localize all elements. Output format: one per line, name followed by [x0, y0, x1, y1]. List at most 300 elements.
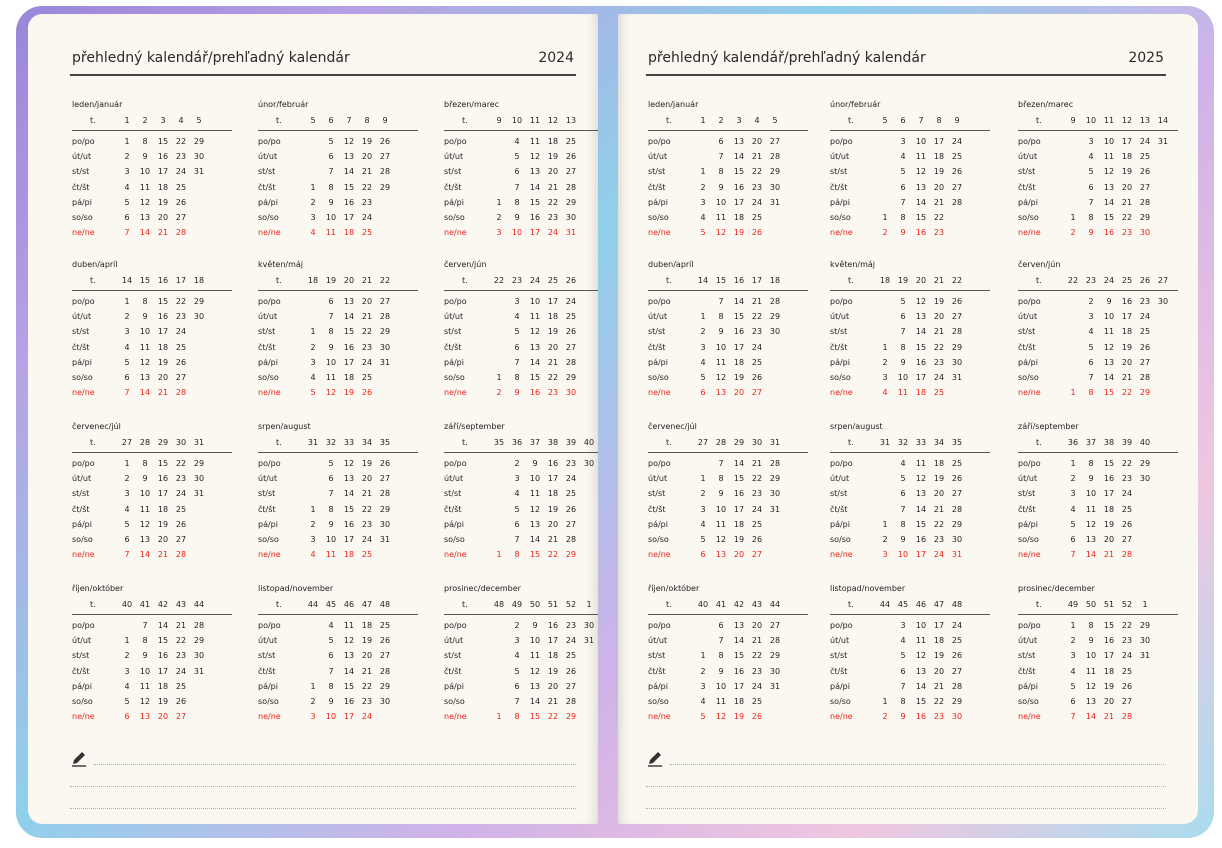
- weekday-label: st/st: [444, 651, 462, 661]
- day-number: 19: [361, 636, 373, 646]
- day-number: 28: [379, 167, 391, 177]
- day-number: 23: [1121, 474, 1133, 484]
- week-number-row: [258, 436, 418, 453]
- weekday-row: [444, 310, 598, 325]
- week-number: 5: [310, 116, 316, 125]
- weekday-label: ne/ne: [258, 228, 281, 238]
- day-number: 13: [139, 212, 151, 222]
- week-number: 35: [493, 438, 505, 447]
- day-number: 4: [124, 182, 130, 192]
- weekday-label: út/ut: [258, 312, 278, 322]
- week-number: 33: [915, 438, 927, 447]
- day-number: 23: [751, 327, 763, 337]
- weekday-label: pá/pi: [648, 519, 668, 529]
- month-name: listopad/november: [258, 584, 334, 593]
- day-number: 22: [361, 681, 373, 691]
- day-number: 2: [700, 327, 706, 337]
- week-number: 40: [121, 600, 133, 609]
- weekday-label: čt/št: [1018, 504, 1036, 514]
- day-number: 18: [1103, 504, 1115, 514]
- day-number: 2: [310, 342, 316, 352]
- day-number: 8: [328, 182, 334, 192]
- day-number: 1: [310, 327, 316, 337]
- day-number: 7: [124, 388, 130, 398]
- day-number: 28: [193, 621, 205, 630]
- day-number: 15: [529, 372, 541, 382]
- weekday-row: [830, 135, 990, 150]
- weekday-label: čt/št: [444, 182, 462, 192]
- week-number: 6: [900, 116, 906, 125]
- week-number: 1: [1142, 600, 1148, 609]
- day-number: 16: [529, 388, 541, 398]
- sunday-row: [258, 386, 418, 401]
- day-number: 14: [915, 681, 927, 691]
- day-number: 26: [379, 137, 391, 146]
- weekday-row: [830, 356, 990, 371]
- day-number: 10: [715, 681, 727, 691]
- day-number: 4: [1070, 504, 1076, 514]
- week-number: 39: [1121, 438, 1133, 447]
- day-number: 21: [361, 167, 373, 177]
- weekday-label: st/st: [1018, 327, 1036, 337]
- day-number: 24: [565, 474, 577, 484]
- day-number: 25: [361, 372, 373, 382]
- weekday-label: čt/št: [444, 342, 462, 352]
- day-number: 20: [1121, 357, 1133, 367]
- weekday-row: [648, 680, 808, 695]
- week-label: t.: [276, 600, 282, 609]
- weekday-row: [830, 665, 990, 680]
- weekday-label: so/so: [72, 372, 93, 382]
- day-number: 18: [933, 636, 945, 646]
- weekday-label: pá/pi: [648, 197, 668, 207]
- day-number: 15: [915, 212, 927, 222]
- day-number: 30: [1139, 636, 1151, 646]
- weekday-row: [72, 310, 232, 325]
- day-number: 2: [124, 651, 130, 661]
- day-number: 4: [882, 388, 888, 398]
- day-number: 30: [1139, 474, 1151, 484]
- day-number: 1: [496, 550, 502, 560]
- day-number: 27: [951, 312, 963, 322]
- day-number: 21: [1103, 550, 1115, 560]
- day-number: 20: [157, 372, 169, 382]
- week-number: 44: [193, 600, 205, 609]
- week-label: t.: [90, 116, 96, 125]
- weekday-label: so/so: [830, 212, 851, 222]
- day-number: 4: [514, 137, 520, 146]
- day-number: 14: [529, 182, 541, 192]
- day-number: 24: [751, 342, 763, 352]
- day-number: 4: [700, 519, 706, 529]
- weekday-label: ne/ne: [830, 712, 853, 722]
- weekday-row: [72, 371, 232, 386]
- day-number: 11: [529, 312, 541, 322]
- day-number: 10: [715, 197, 727, 207]
- day-number: 27: [751, 550, 763, 560]
- day-number: 8: [328, 681, 334, 691]
- day-number: 18: [733, 519, 745, 529]
- day-number: 3: [514, 297, 520, 306]
- day-number: 22: [933, 696, 945, 706]
- weekday-label: út/ut: [258, 474, 278, 484]
- weekday-row: [830, 487, 990, 502]
- weekday-row: [1018, 634, 1178, 649]
- day-number: 30: [379, 342, 391, 352]
- day-number: 28: [565, 696, 577, 706]
- day-number: 1: [496, 197, 502, 207]
- day-number: 6: [900, 312, 906, 322]
- weekday-label: čt/št: [72, 342, 90, 352]
- day-number: 6: [328, 651, 334, 661]
- day-number: 9: [532, 621, 538, 630]
- weekday-label: pá/pi: [1018, 681, 1038, 691]
- week-number: 44: [879, 600, 891, 609]
- day-number: 18: [733, 212, 745, 222]
- weekday-label: čt/št: [648, 666, 666, 676]
- day-number: 3: [700, 681, 706, 691]
- day-number: 29: [769, 167, 781, 177]
- weekday-label: ne/ne: [444, 228, 467, 238]
- day-number: 29: [769, 651, 781, 661]
- week-number-row: [444, 436, 598, 453]
- weekday-label: čt/št: [1018, 342, 1036, 352]
- weekday-label: čt/št: [1018, 182, 1036, 192]
- day-number: 25: [751, 212, 763, 222]
- week-number-row: [648, 598, 808, 615]
- day-number: 27: [379, 297, 391, 306]
- day-number: 20: [361, 474, 373, 484]
- day-number: 25: [1139, 327, 1151, 337]
- day-number: 9: [328, 519, 334, 529]
- weekday-row: [258, 457, 418, 472]
- day-number: 11: [1103, 327, 1115, 337]
- day-number: 23: [933, 357, 945, 367]
- day-number: 9: [328, 696, 334, 706]
- day-number: 29: [379, 327, 391, 337]
- week-number: 34: [361, 438, 373, 447]
- day-number: 9: [514, 212, 520, 222]
- weekday-label: st/st: [258, 651, 276, 661]
- weekday-row: [72, 295, 232, 310]
- weekday-label: po/po: [830, 459, 853, 468]
- weekday-label: po/po: [444, 137, 467, 146]
- day-number: 19: [361, 459, 373, 468]
- day-number: 19: [733, 534, 745, 544]
- weekday-label: ne/ne: [648, 712, 671, 722]
- day-number: 2: [514, 621, 520, 630]
- weekday-row: [648, 196, 808, 211]
- weekday-row: [648, 165, 808, 180]
- week-number: 35: [379, 438, 391, 447]
- day-number: 29: [565, 197, 577, 207]
- weekday-label: st/st: [444, 327, 462, 337]
- day-number: 17: [733, 342, 745, 352]
- weekday-row: [830, 341, 990, 356]
- day-number: 10: [1085, 489, 1097, 499]
- day-number: 9: [142, 152, 148, 162]
- day-number: 16: [157, 152, 169, 162]
- day-number: 5: [328, 137, 334, 146]
- day-number: 12: [1103, 167, 1115, 177]
- day-number: 21: [547, 696, 559, 706]
- weekday-label: čt/št: [648, 504, 666, 514]
- day-number: 18: [157, 342, 169, 352]
- day-number: 3: [514, 636, 520, 646]
- week-number: 45: [325, 600, 337, 609]
- day-number: 22: [175, 297, 187, 306]
- day-number: 15: [529, 712, 541, 722]
- weekday-label: ne/ne: [1018, 388, 1041, 398]
- weekday-label: pá/pi: [830, 519, 850, 529]
- day-number: 21: [175, 621, 187, 630]
- month-name: září/september: [444, 422, 505, 431]
- day-number: 22: [1121, 212, 1133, 222]
- weekday-row: [1018, 341, 1178, 356]
- day-number: 19: [1121, 167, 1133, 177]
- day-number: 22: [751, 167, 763, 177]
- day-number: 11: [139, 504, 151, 514]
- day-number: 15: [343, 182, 355, 192]
- day-number: 2: [700, 182, 706, 192]
- sunday-row: [1018, 710, 1178, 725]
- day-number: 29: [565, 550, 577, 560]
- day-number: 10: [915, 137, 927, 146]
- day-number: 5: [310, 388, 316, 398]
- day-number: 13: [1085, 696, 1097, 706]
- weekday-label: po/po: [444, 459, 467, 468]
- day-number: 20: [933, 182, 945, 192]
- week-label: t.: [462, 600, 468, 609]
- day-number: 19: [933, 167, 945, 177]
- day-number: 23: [751, 666, 763, 676]
- day-number: 1: [310, 182, 316, 192]
- day-number: 22: [933, 342, 945, 352]
- day-number: 7: [124, 550, 130, 560]
- day-number: 14: [733, 459, 745, 468]
- day-number: 28: [1139, 197, 1151, 207]
- day-number: 26: [951, 167, 963, 177]
- day-number: 3: [310, 212, 316, 222]
- weekday-label: po/po: [444, 621, 467, 630]
- day-number: 18: [157, 182, 169, 192]
- day-number: 28: [175, 550, 187, 560]
- day-number: 30: [565, 212, 577, 222]
- day-number: 15: [915, 696, 927, 706]
- sunday-row: [1018, 386, 1178, 401]
- day-number: 27: [379, 651, 391, 661]
- month-block: [1018, 584, 1178, 725]
- day-number: 7: [1088, 372, 1094, 382]
- day-number: 5: [514, 152, 520, 162]
- weekday-row: [72, 533, 232, 548]
- week-number: 8: [364, 116, 370, 125]
- day-number: 12: [139, 519, 151, 529]
- day-number: 26: [951, 297, 963, 306]
- day-number: 13: [915, 666, 927, 676]
- day-number: 24: [361, 712, 373, 722]
- sunday-row: [444, 386, 598, 401]
- day-number: 8: [328, 327, 334, 337]
- weekday-row: [72, 518, 232, 533]
- weekday-label: so/so: [444, 372, 465, 382]
- week-number: 2: [718, 116, 724, 125]
- day-number: 17: [933, 137, 945, 146]
- day-number: 18: [733, 357, 745, 367]
- day-number: 17: [157, 327, 169, 337]
- day-number: 14: [139, 550, 151, 560]
- day-number: 25: [1121, 504, 1133, 514]
- weekday-row: [830, 472, 990, 487]
- day-number: 10: [1103, 137, 1115, 146]
- weekday-row: [72, 165, 232, 180]
- week-number: 9: [382, 116, 388, 125]
- weekday-label: so/so: [830, 696, 851, 706]
- note-line: [646, 808, 1166, 809]
- weekday-label: st/st: [648, 327, 666, 337]
- day-number: 24: [175, 167, 187, 177]
- day-number: 11: [529, 651, 541, 661]
- weekday-label: so/so: [72, 696, 93, 706]
- day-number: 9: [328, 342, 334, 352]
- week-number: 31: [193, 438, 205, 447]
- day-number: 8: [718, 167, 724, 177]
- day-number: 26: [565, 152, 577, 162]
- day-number: 12: [325, 388, 337, 398]
- day-number: 12: [1103, 342, 1115, 352]
- day-number: 24: [547, 228, 559, 238]
- week-number-row: [72, 598, 232, 615]
- day-number: 5: [514, 504, 520, 514]
- weekday-label: so/so: [648, 534, 669, 544]
- day-number: 14: [343, 312, 355, 322]
- day-number: 20: [751, 137, 763, 146]
- weekday-label: st/st: [830, 489, 848, 499]
- day-number: 23: [175, 651, 187, 661]
- day-number: 14: [1085, 550, 1097, 560]
- week-number: 21: [361, 276, 373, 285]
- day-number: 28: [951, 681, 963, 691]
- day-number: 31: [951, 372, 963, 382]
- weekday-row: [258, 181, 418, 196]
- weekday-label: po/po: [830, 621, 853, 630]
- day-number: 19: [157, 357, 169, 367]
- weekday-row: [444, 356, 598, 371]
- day-number: 22: [547, 550, 559, 560]
- day-number: 31: [769, 197, 781, 207]
- day-number: 26: [1139, 342, 1151, 352]
- day-number: 17: [547, 636, 559, 646]
- weekday-label: st/st: [258, 167, 276, 177]
- week-number: 28: [139, 438, 151, 447]
- weekday-row: [444, 325, 598, 340]
- day-number: 13: [139, 534, 151, 544]
- month-block: [1018, 260, 1178, 401]
- day-number: 22: [1121, 388, 1133, 398]
- weekday-row: [72, 503, 232, 518]
- day-number: 9: [1106, 297, 1112, 306]
- day-number: 24: [361, 212, 373, 222]
- week-number: 46: [343, 600, 355, 609]
- day-number: 14: [529, 357, 541, 367]
- weekday-label: so/so: [1018, 534, 1039, 544]
- day-number: 25: [379, 621, 391, 630]
- day-number: 21: [547, 534, 559, 544]
- week-number: 42: [157, 600, 169, 609]
- day-number: 11: [897, 388, 909, 398]
- week-number: 46: [915, 600, 927, 609]
- weekday-row: [72, 695, 232, 710]
- week-number: 15: [715, 276, 727, 285]
- day-number: 4: [1088, 152, 1094, 162]
- day-number: 5: [124, 519, 130, 529]
- weekday-label: út/ut: [648, 152, 668, 162]
- week-number: 47: [933, 600, 945, 609]
- month-name: květen/máj: [258, 260, 304, 269]
- day-number: 9: [514, 388, 520, 398]
- month-block: [830, 422, 990, 563]
- day-number: 1: [1070, 212, 1076, 222]
- week-number: 10: [1085, 116, 1097, 125]
- week-number: 43: [751, 600, 763, 609]
- weekday-label: pá/pi: [444, 519, 464, 529]
- day-number: 13: [343, 474, 355, 484]
- month-name: červen/jún: [444, 260, 487, 269]
- weekday-label: ne/ne: [648, 550, 671, 560]
- day-number: 2: [1088, 297, 1094, 306]
- day-number: 18: [343, 372, 355, 382]
- day-number: 31: [769, 504, 781, 514]
- weekday-row: [258, 649, 418, 664]
- day-number: 30: [193, 474, 205, 484]
- weekday-label: út/ut: [830, 312, 850, 322]
- day-number: 9: [718, 327, 724, 337]
- day-number: 16: [733, 327, 745, 337]
- day-number: 30: [583, 459, 595, 468]
- weekday-label: po/po: [258, 297, 281, 306]
- day-number: 28: [1139, 372, 1151, 382]
- week-number: 18: [193, 276, 205, 285]
- weekday-row: [444, 181, 598, 196]
- day-number: 2: [124, 474, 130, 484]
- day-number: 22: [547, 197, 559, 207]
- week-number-row: [830, 274, 990, 291]
- week-label: t.: [848, 600, 854, 609]
- weekday-label: po/po: [72, 137, 95, 146]
- day-number: 14: [343, 489, 355, 499]
- day-number: 28: [565, 182, 577, 192]
- day-number: 25: [175, 504, 187, 514]
- day-number: 17: [733, 197, 745, 207]
- week-label: t.: [90, 600, 96, 609]
- day-number: 14: [157, 621, 169, 630]
- month-block: [444, 100, 598, 241]
- day-number: 16: [343, 342, 355, 352]
- day-number: 29: [1139, 459, 1151, 468]
- weekday-label: út/ut: [72, 312, 92, 322]
- week-number: 50: [1085, 600, 1097, 609]
- pencil-icon: [70, 750, 88, 768]
- weekday-row: [72, 619, 232, 634]
- week-number-row: [648, 436, 808, 453]
- day-number: 16: [157, 474, 169, 484]
- weekday-row: [72, 649, 232, 664]
- day-number: 25: [951, 636, 963, 646]
- month-block: [648, 260, 808, 401]
- day-number: 11: [139, 182, 151, 192]
- day-number: 10: [325, 534, 337, 544]
- weekday-row: [648, 503, 808, 518]
